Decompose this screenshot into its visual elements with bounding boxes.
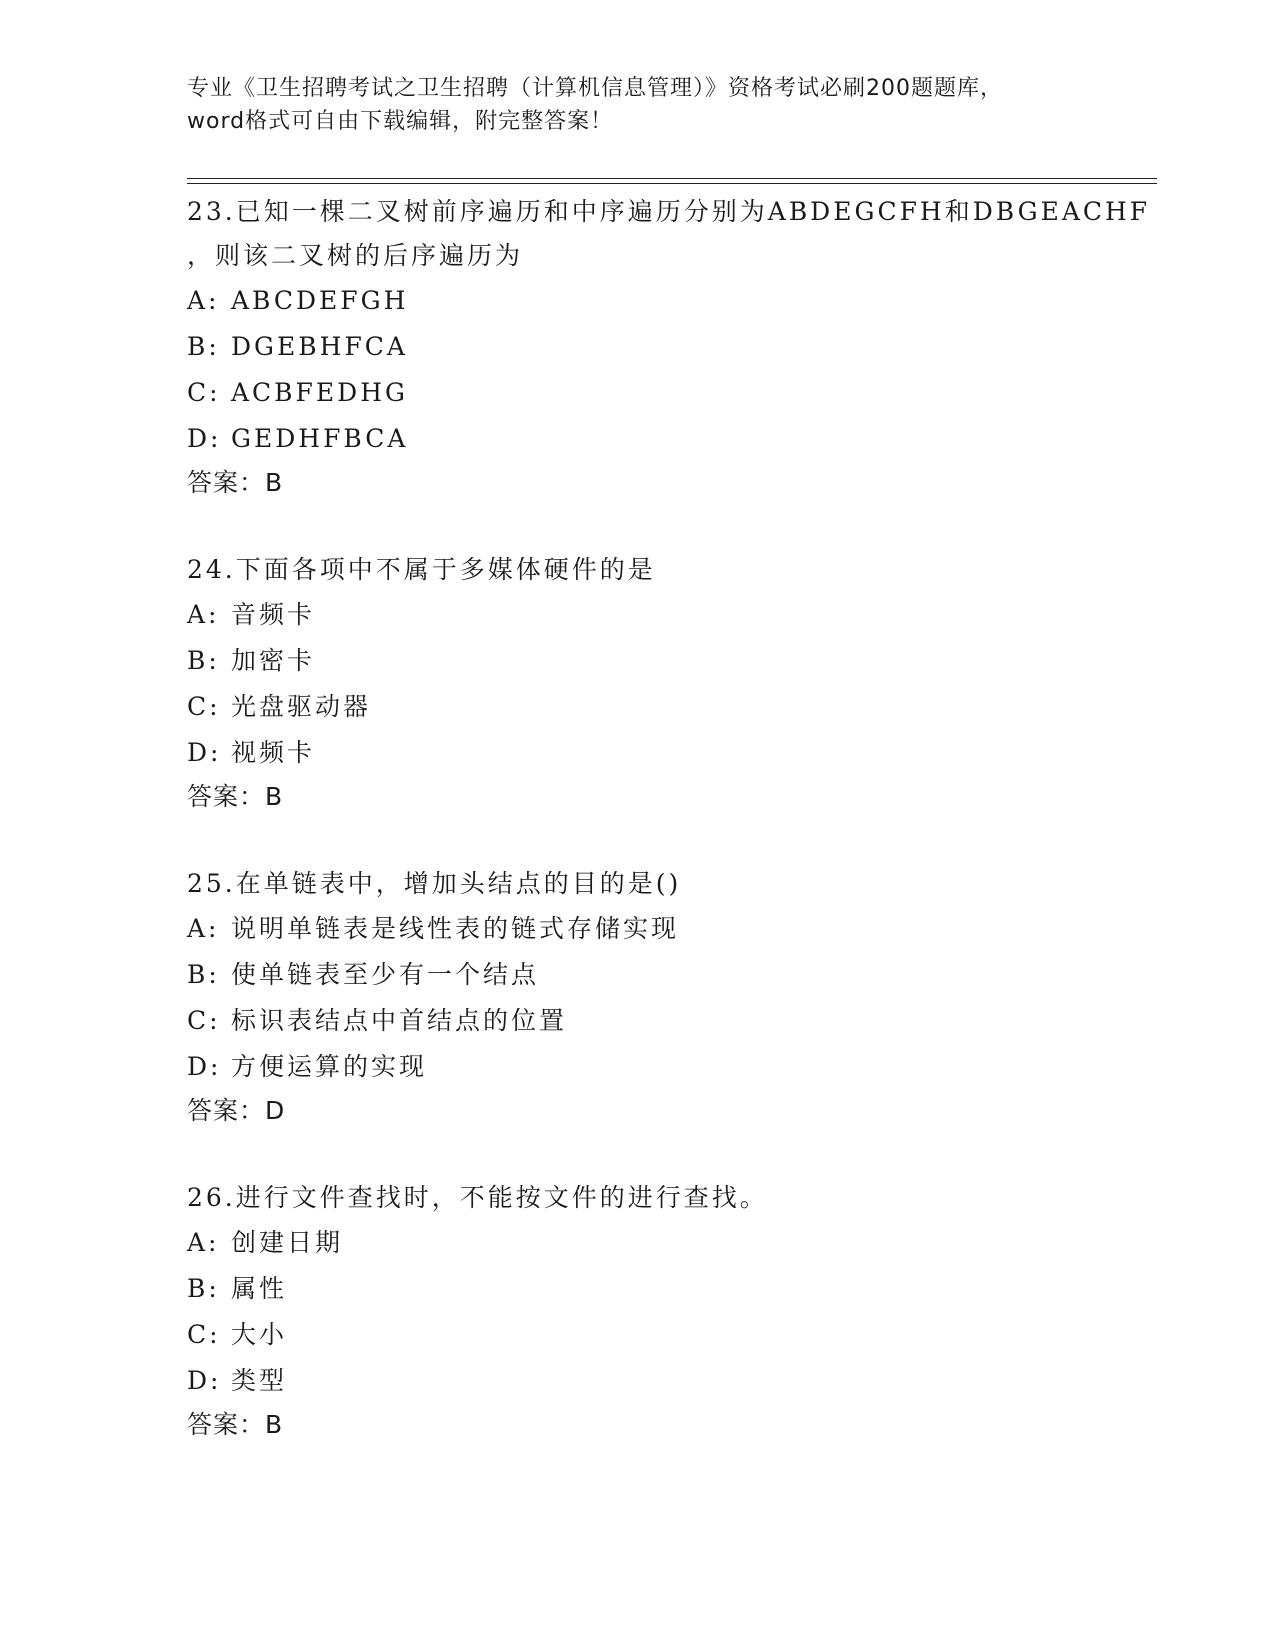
option-text: ACBFEDHG bbox=[231, 378, 408, 407]
option-d bbox=[187, 416, 1187, 462]
option-d bbox=[187, 1358, 1187, 1404]
question-spacer bbox=[187, 1132, 1187, 1176]
option-b bbox=[187, 952, 1187, 998]
option-a bbox=[187, 1220, 1187, 1266]
option-b bbox=[187, 324, 1187, 370]
question-stem-continued: ，则该二叉树的后序遍历为 bbox=[187, 241, 524, 270]
option-c bbox=[187, 684, 1187, 730]
header-divider-bottom bbox=[187, 183, 1157, 184]
option-text: 视频卡 bbox=[231, 738, 316, 767]
question-stem: 24.下面各项中不属于多媒体硬件的是 bbox=[187, 555, 656, 584]
answer-label: 答案：D bbox=[187, 1096, 286, 1125]
option-text: 加密卡 bbox=[231, 646, 316, 675]
option-key: A: bbox=[187, 1228, 220, 1257]
question-26 bbox=[187, 1176, 1187, 1446]
option-text: 大小 bbox=[231, 1320, 288, 1349]
option-key: C: bbox=[187, 692, 221, 721]
option-c bbox=[187, 370, 1187, 416]
option-text: 说明单链表是线性表的链式存储实现 bbox=[231, 914, 680, 943]
option-key: B: bbox=[187, 646, 220, 675]
header-line-1: 专业《卫生招聘考试之卫生招聘（计算机信息管理）》资格考试必刷200题题库， bbox=[187, 76, 1003, 101]
option-b bbox=[187, 1266, 1187, 1312]
option-key: A: bbox=[187, 914, 220, 943]
option-key: D: bbox=[187, 738, 222, 767]
option-text: DGEBHFCA bbox=[231, 332, 408, 361]
option-key: A: bbox=[187, 600, 220, 629]
question-24 bbox=[187, 548, 1187, 818]
option-b bbox=[187, 638, 1187, 684]
header-line-2: word格式可自由下载编辑，附完整答案！ bbox=[187, 109, 614, 134]
option-key: B: bbox=[187, 960, 220, 989]
option-key: C: bbox=[187, 1006, 221, 1035]
option-text: 属性 bbox=[231, 1274, 288, 1303]
question-stem: 26.进行文件查找时，不能按文件的进行查找。 bbox=[187, 1183, 768, 1212]
document-header bbox=[187, 72, 1087, 138]
option-a bbox=[187, 278, 1187, 324]
option-key: D: bbox=[187, 1052, 222, 1081]
question-stem: 23.已知一棵二叉树前序遍历和中序遍历分别为ABDEGCFH和DBGEACHF bbox=[187, 197, 1151, 226]
option-text: 音频卡 bbox=[231, 600, 316, 629]
option-c bbox=[187, 998, 1187, 1044]
answer-label: 答案：B bbox=[187, 468, 284, 497]
question-23 bbox=[187, 190, 1187, 504]
option-key: B: bbox=[187, 1274, 220, 1303]
option-key: B: bbox=[187, 332, 220, 361]
question-stem: 25.在单链表中，增加头结点的目的是() bbox=[187, 869, 682, 898]
question-spacer bbox=[187, 818, 1187, 862]
answer-label: 答案：B bbox=[187, 1410, 284, 1439]
option-text: GEDHFBCA bbox=[231, 424, 409, 453]
option-key: C: bbox=[187, 378, 221, 407]
option-text: 标识表结点中首结点的位置 bbox=[231, 1006, 568, 1035]
option-d bbox=[187, 1044, 1187, 1090]
option-key: A: bbox=[187, 286, 220, 315]
option-text: 光盘驱动器 bbox=[231, 692, 372, 721]
option-key: D: bbox=[187, 1366, 222, 1395]
option-text: 使单链表至少有一个结点 bbox=[231, 960, 540, 989]
option-d bbox=[187, 730, 1187, 776]
answer-label: 答案：B bbox=[187, 782, 284, 811]
question-25 bbox=[187, 862, 1187, 1132]
option-c bbox=[187, 1312, 1187, 1358]
header-divider-top bbox=[187, 178, 1157, 179]
option-text: 类型 bbox=[231, 1366, 288, 1395]
option-text: 方便运算的实现 bbox=[231, 1052, 428, 1081]
option-text: 创建日期 bbox=[231, 1228, 344, 1257]
option-key: D: bbox=[187, 424, 222, 453]
option-key: C: bbox=[187, 1320, 221, 1349]
option-a bbox=[187, 592, 1187, 638]
option-a bbox=[187, 906, 1187, 952]
option-text: ABCDEFGH bbox=[231, 286, 409, 315]
question-spacer bbox=[187, 504, 1187, 548]
question-list bbox=[187, 190, 1187, 1446]
